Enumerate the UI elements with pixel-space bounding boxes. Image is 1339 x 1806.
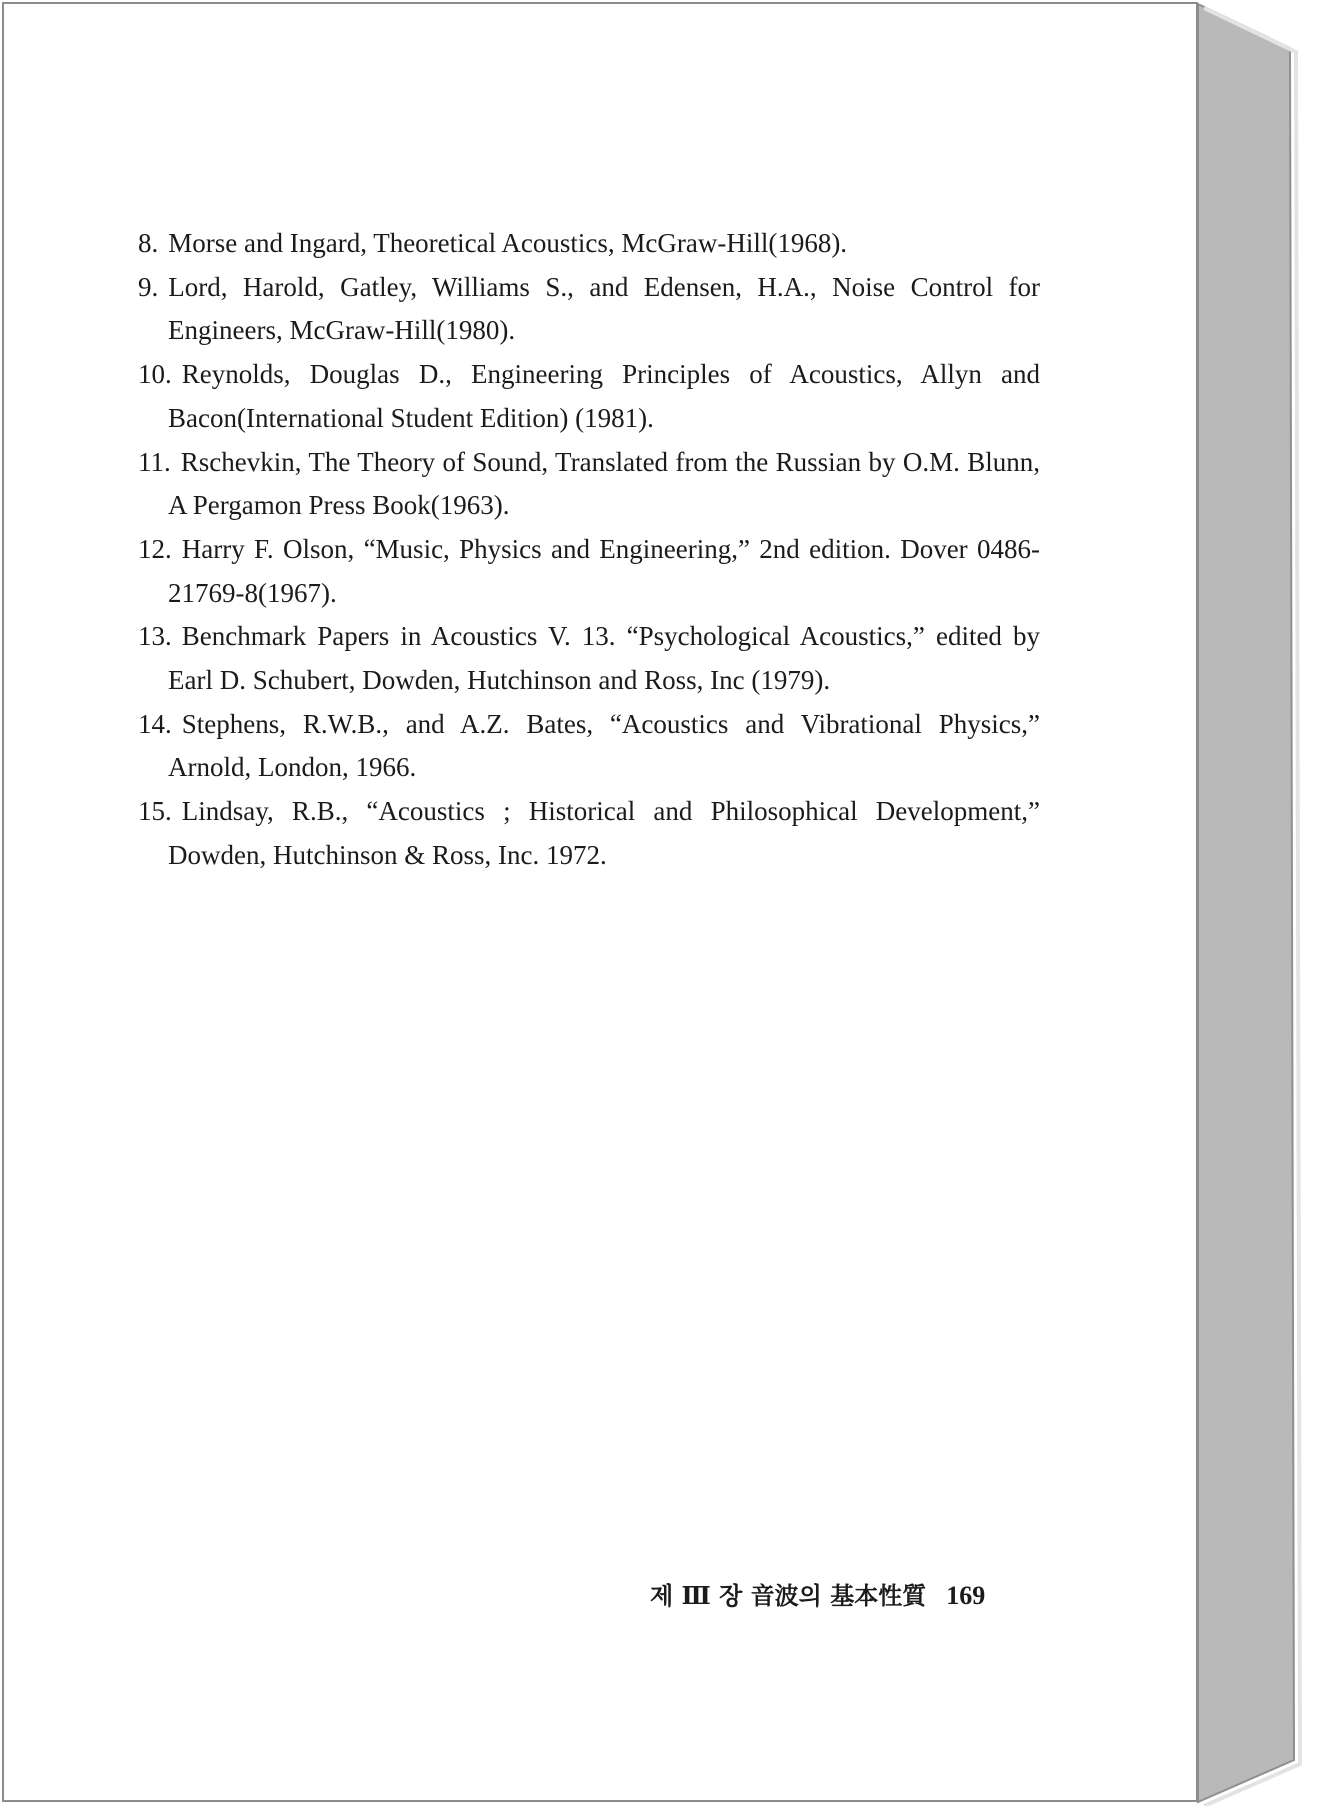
reference-text: Lindsay, R.B., “Acoustics ; Historical and Philosophical Development,” Dowden, Hutchinson & Ross, Inc. 1972. <box>168 796 1040 870</box>
reference-number: 13. <box>138 621 172 652</box>
reference-number: 8. <box>138 228 159 258</box>
reference-item <box>138 222 1040 266</box>
reference-number: 15. <box>138 796 172 827</box>
chapter-title: 제 Ⅲ 장 音波의 基本性質 <box>650 1581 927 1610</box>
reference-item <box>138 528 1040 615</box>
reference-text: Rschevkin, The Theory of Sound, Translated from the Russian by O.M. Blunn, A Pergamon Press Book(1963). <box>168 446 1040 521</box>
reference-number: 9. <box>138 271 159 302</box>
reference-text: Stephens, R.W.B., and A.Z. Bates, “Acoustics and Vibrational Physics,” Arnold, London, 1966. <box>168 708 1040 783</box>
reference-number: 10. <box>138 359 172 390</box>
reference-item <box>138 615 1040 702</box>
reference-text: Benchmark Papers in Acoustics V. 13. “Psychological Acoustics,” edited by Earl D. Schubert, Dowden, Hutchinson and Ross, Inc (1979). <box>168 621 1040 696</box>
page-number: 169 <box>946 1581 986 1610</box>
reference-item <box>138 441 1040 528</box>
reference-text: Reynolds, Douglas D., Engineering Principles of Acoustics, Allyn and Bacon(International Student Edition) (1981). <box>168 359 1040 433</box>
reference-number: 14. <box>138 708 172 739</box>
reference-item <box>138 703 1040 790</box>
reference-text: Harry F. Olson, “Music, Physics and Engineering,” 2nd edition. Dover 0486-21769-8(1967). <box>168 533 1040 608</box>
reference-item <box>138 353 1040 440</box>
reference-number: 12. <box>138 533 172 564</box>
reference-item <box>138 266 1040 353</box>
page-footer <box>650 1576 985 1611</box>
reference-text: Morse and Ingard, Theoretical Acoustics, McGraw-Hill(1968). <box>168 228 848 258</box>
reference-list <box>138 222 1040 878</box>
reference-item <box>138 790 1040 877</box>
reference-text: Lord, Harold, Gatley, Williams S., and Edensen, H.A., Noise Control for Engineers, McGraw-Hill(1980). <box>168 271 1040 346</box>
reference-number: 11. <box>138 446 171 477</box>
